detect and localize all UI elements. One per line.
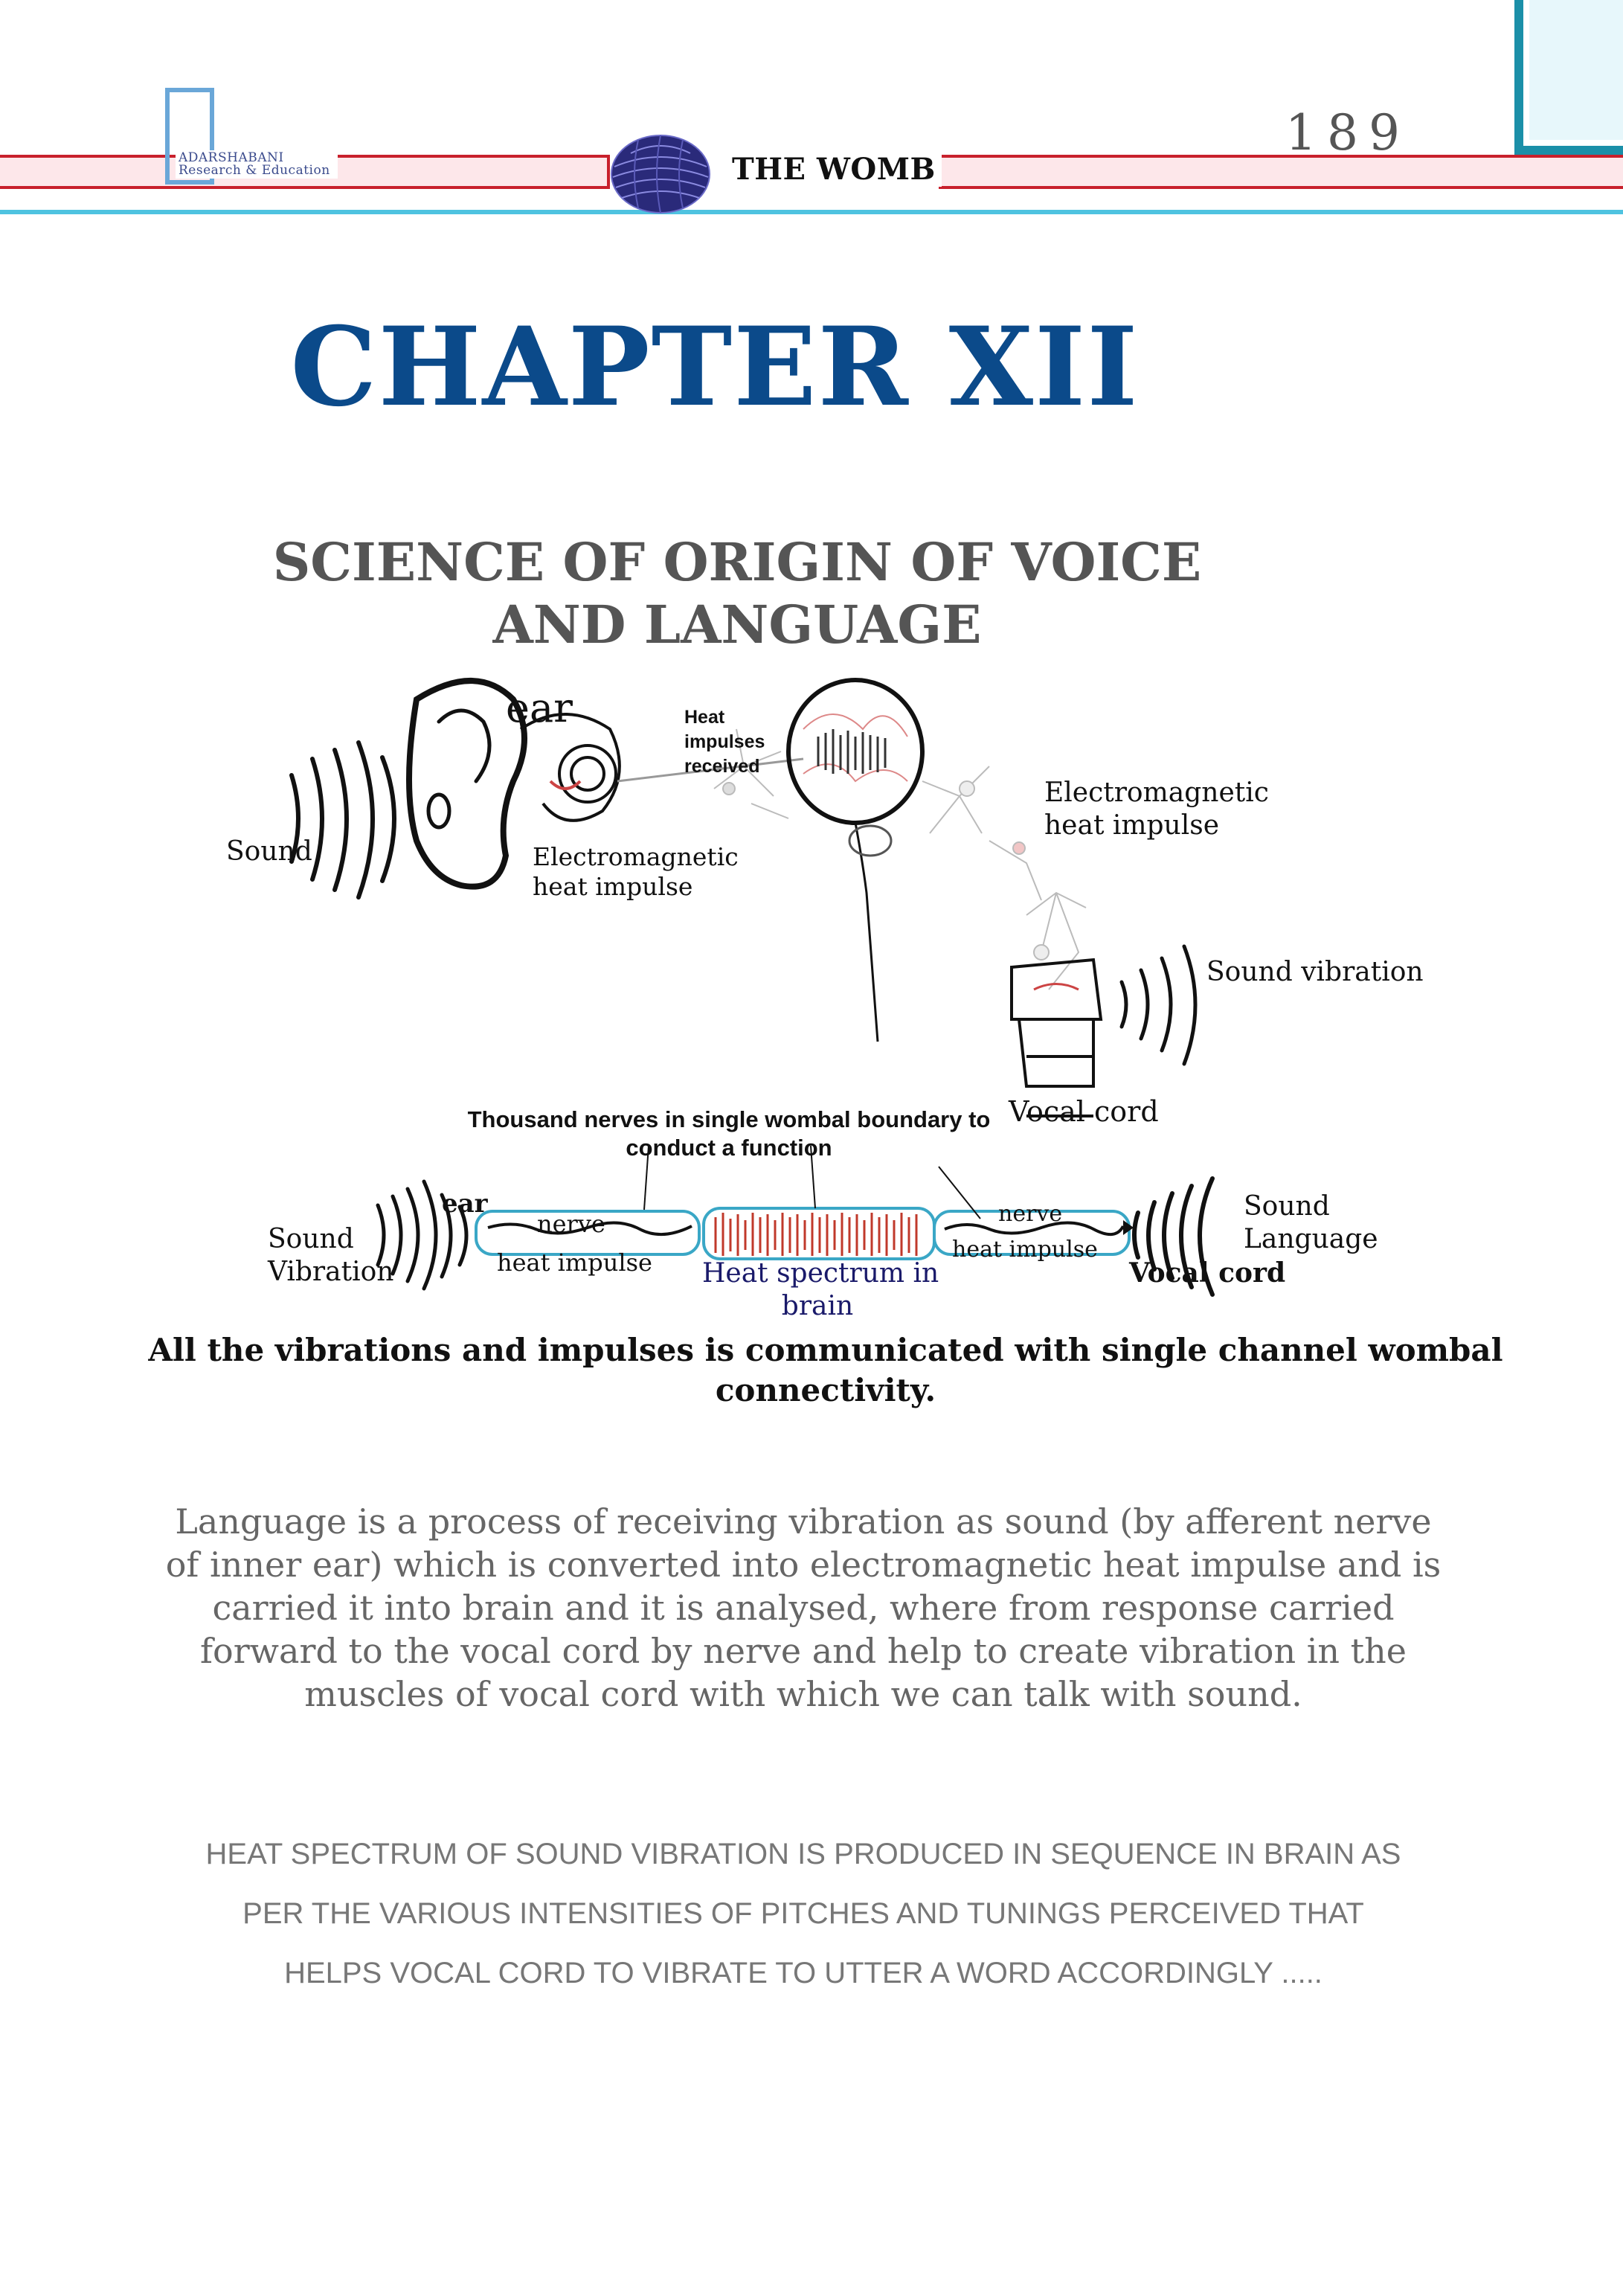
womb-globe-icon [608,132,713,216]
corner-tab [1514,0,1623,155]
heat-received-line-2: impulses [684,731,765,752]
ear-label-bottom: ear [442,1189,488,1219]
em-right-line-1: Electromagnetic [1044,777,1269,808]
ear-label-top: ear [506,684,573,731]
body-line-1: Language is a process of receiving vibration as sound (by afferent nerve [175,1501,1432,1542]
thousand-nerves-label [454,1106,1004,1162]
caption-line-1: All the vibrations and impulses is communicated with single channel wombal [148,1332,1503,1368]
em-left-line-1: Electromagnetic [533,842,739,871]
diagram-drawing [0,670,1623,1339]
header-cyan-rule [0,210,1623,214]
sound-language-line-1: Sound [1244,1191,1330,1222]
sound-label-top: Sound [226,836,312,867]
section-title-line-2: AND LANGUAGE [492,594,982,655]
heat-spectrum-line-1: Heat spectrum in [702,1258,939,1289]
heat-impulse-label-left: heat impulse [497,1248,652,1277]
brain-icon [788,680,922,1042]
heat-impulse-label-right: heat impulse [952,1237,1098,1263]
heat-spectrum-bars [716,1213,916,1256]
em-heat-impulse-right-label [1044,777,1269,842]
logo-line-2: Research & Education [179,163,330,178]
thousand-line-2: conduct a function [626,1135,832,1161]
outgoing-sound-waves-top-icon [1122,946,1195,1064]
book-title: THE WOMB [726,152,942,187]
caption-line-2: connectivity. [715,1372,936,1408]
publisher-logo [176,150,338,179]
chapter-title: CHAPTER XII [290,304,1140,431]
vocal-cord-label-bottom: Vocal cord [1129,1257,1286,1289]
vocal-cord-label-top: Vocal cord [1009,1095,1159,1128]
body-line-3: carried it into brain and it is analysed, where from response carried [212,1588,1395,1628]
sound-vibration-line-1: Sound [268,1224,354,1254]
logo-line-1: ADARSHABANI [179,150,284,165]
heat-received-line-3: received [684,756,760,777]
summary-line-2: PER THE VARIOUS INTENSITIES OF PITCHES AND TUNINGS PERCEIVED THAT [242,1897,1364,1930]
sound-language-label [1244,1190,1378,1256]
section-title [0,531,1549,656]
heat-impulses-received-label [684,705,765,779]
heat-spectrum-line-2: brain [781,1291,854,1321]
vocal-cord-icon [1012,960,1101,1116]
em-right-line-2: heat impulse [1044,810,1220,841]
diagram-caption [134,1330,1517,1411]
body-paragraph [134,1500,1473,1716]
sound-vibration-line-2: Vibration [268,1257,394,1287]
summary-line-1: HEAT SPECTRUM OF SOUND VIBRATION IS PRODUCED IN SEQUENCE IN BRAIN AS [205,1838,1401,1870]
header-band-right [939,155,1623,189]
section-title-line-1: SCIENCE OF ORIGIN OF VOICE [272,531,1202,593]
incoming-sound-waves-icon [292,743,394,897]
body-line-2: of inner ear) which is converted into electromagnetic heat impulse and is [165,1545,1442,1585]
page-number: 189 [1285,104,1410,161]
sound-vibration-label-bottom [268,1223,393,1289]
summary-line-3: HELPS VOCAL CORD TO VIBRATE TO UTTER A WORD ACCORDINGLY ..... [284,1957,1322,1989]
thousand-line-1: Thousand nerves in single wombal boundary to [467,1106,991,1132]
heat-received-line-1: Heat [684,707,725,728]
voice-origin-diagram [0,670,1623,1339]
em-heat-impulse-left-label [533,842,739,902]
sound-language-line-2: Language [1244,1224,1378,1254]
nerve-label-right: nerve [998,1201,1063,1227]
body-line-4: forward to the vocal cord by nerve and help to create vibration in the [199,1631,1407,1671]
body-line-5: muscles of vocal cord with which we can talk with sound. [304,1674,1302,1714]
summary-paragraph [134,1824,1473,2003]
em-left-line-2: heat impulse [533,872,693,901]
nerve-label-left: nerve [537,1210,605,1238]
heat-spectrum-label [702,1257,939,1323]
sound-vibration-label-top: Sound vibration [1206,957,1424,987]
